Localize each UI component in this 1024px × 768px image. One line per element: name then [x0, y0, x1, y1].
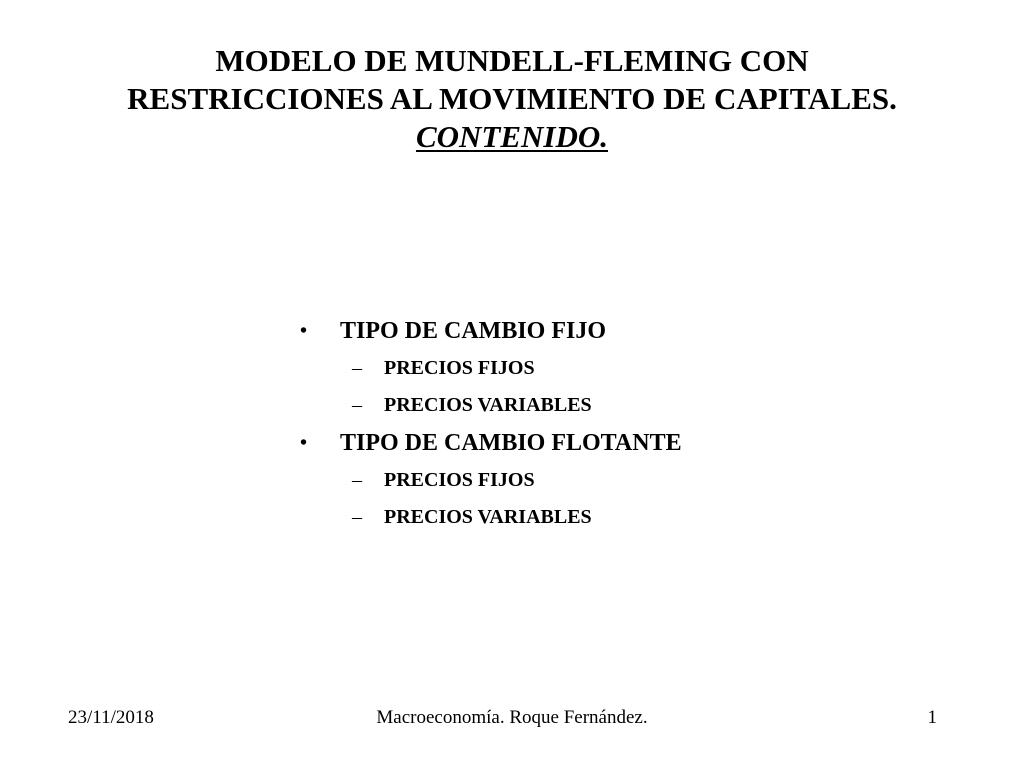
outline-subitem-label: PRECIOS FIJOS	[384, 469, 535, 491]
outline-item-label: TIPO DE CAMBIO FLOTANTE	[340, 430, 682, 456]
dash-marker: –	[352, 469, 362, 491]
slide-title	[40, 42, 984, 156]
outline-subitem-label: PRECIOS VARIABLES	[384, 394, 592, 416]
title-line-2: RESTRICCIONES AL MOVIMIENTO DE CAPITALES.	[127, 81, 897, 116]
bullet-marker: •	[300, 432, 308, 454]
slide-subtitle: CONTENIDO.	[415, 119, 609, 154]
bullet-marker: •	[300, 320, 308, 342]
outline-item-floating-exchange	[300, 424, 900, 462]
page-number: 1	[927, 707, 937, 728]
dash-marker: –	[352, 506, 362, 528]
outline-subitem-fixed-prices	[300, 350, 900, 387]
content-outline	[300, 312, 900, 536]
dash-marker: –	[352, 357, 362, 379]
subtitle-line	[40, 118, 984, 156]
footer-date: 23/11/2018	[68, 707, 154, 728]
outline-subitem-label: PRECIOS FIJOS	[384, 357, 535, 379]
outline-item-label: TIPO DE CAMBIO FIJO	[340, 318, 607, 344]
outline-subitem-fixed-prices	[300, 462, 900, 499]
outline-subitem-variable-prices	[300, 387, 900, 424]
outline-subitem-variable-prices	[300, 499, 900, 536]
title-line-1: MODELO DE MUNDELL-FLEMING CON	[215, 43, 809, 78]
dash-marker: –	[352, 394, 362, 416]
outline-subitem-label: PRECIOS VARIABLES	[384, 506, 592, 528]
footer-author: Macroeconomía. Roque Fernández.	[376, 707, 648, 728]
outline-item-fixed-exchange	[300, 312, 900, 350]
